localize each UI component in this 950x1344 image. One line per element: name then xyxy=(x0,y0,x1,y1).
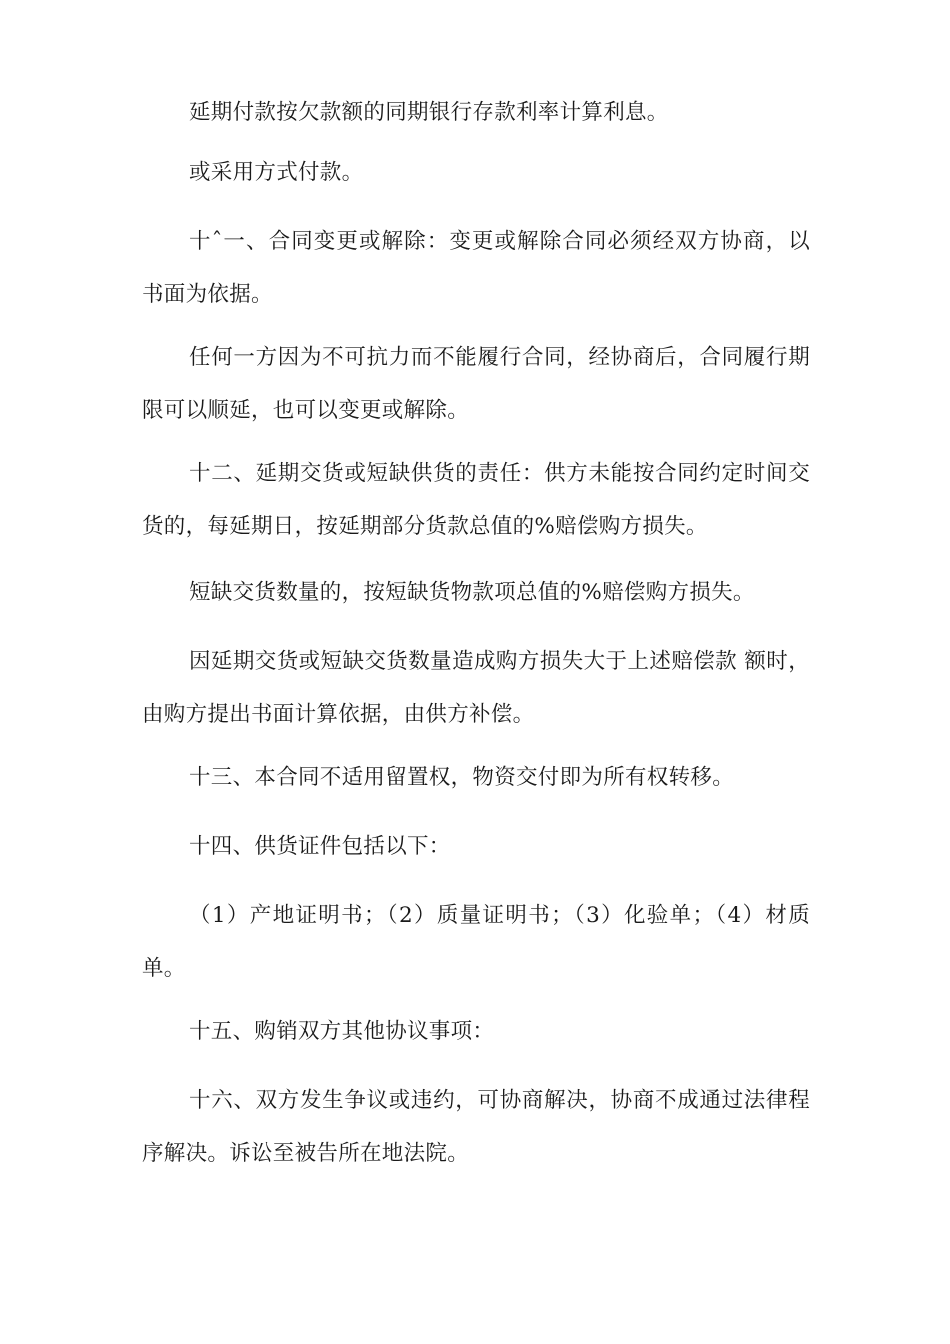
paragraph-force-majeure: 任何一方因为不可抗力而不能履行合同，经协商后，合同履行期限可以顺延，也可以变更或解除。 xyxy=(142,345,810,423)
paragraph-shortage-compensation: 短缺交货数量的，按短缺货物款项总值的%赔偿购方损失。 xyxy=(189,580,755,605)
paragraph-payment-method: 或采用方式付款。 xyxy=(189,160,364,185)
paragraph-clause-11: 十ˆ一、合同变更或解除：变更或解除合同必须经双方协商，以书面为依据。 xyxy=(142,229,810,307)
paragraph-clause-13: 十三、本合同不适用留置权，物资交付即为所有权转移。 xyxy=(189,765,735,790)
paragraph-certificates-list: （1）产地证明书；（2）质量证明书；（3）化验单；（4）材质单。 xyxy=(142,903,810,981)
paragraph-late-payment-interest: 延期付款按欠款额的同期银行存款利率计算利息。 xyxy=(189,100,669,125)
paragraph-clause-14: 十四、供货证件包括以下： xyxy=(189,834,451,859)
paragraph-clause-12: 十二、延期交货或短缺供货的责任：供方未能按合同约定时间交货的，每延期日，按延期部分货款总值的%赔偿购方损失。 xyxy=(142,461,810,539)
paragraph-clause-15: 十五、购销双方其他协议事项： xyxy=(189,1019,495,1044)
paragraph-excess-loss: 因延期交货或短缺交货数量造成购方损失大于上述赔偿款 额时，由购方提出书面计算依据，由供方补偿。 xyxy=(142,649,810,727)
paragraph-clause-16: 十六、双方发生争议或违约，可协商解决，协商不成通过法律程序解决。诉讼至被告所在地法院。 xyxy=(142,1088,810,1166)
